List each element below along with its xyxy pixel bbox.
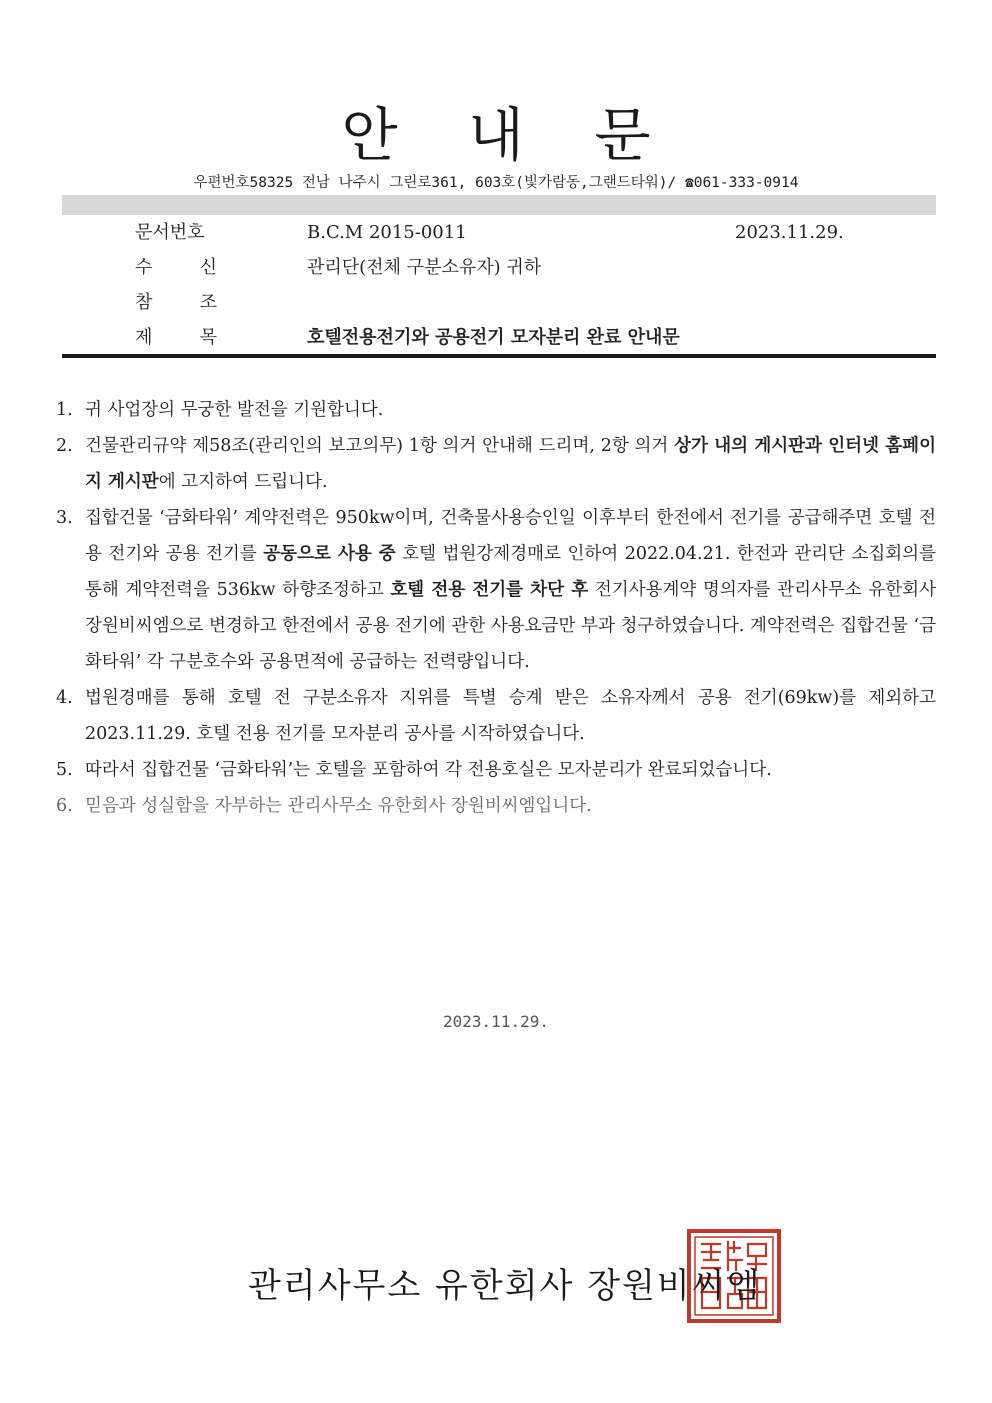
notice-item-number: 3. xyxy=(56,508,73,528)
doc-date: 2023.11.29. xyxy=(735,222,844,243)
notice-body xyxy=(56,392,936,824)
item-text-segment: 믿음과 성실함을 자부하는 관리사무소 유한회사 장원비씨엠입니다. xyxy=(85,796,592,816)
notice-item xyxy=(56,752,936,788)
doc-no-value: B.C.M 2015-0011 xyxy=(307,222,467,243)
signer-name: 관리사무소 유한회사 장원비씨엠 xyxy=(248,1266,762,1306)
notice-item-number: 4. xyxy=(56,688,73,708)
notice-item xyxy=(56,428,936,500)
emphasis-text: 호텔 전용 전기를 차단 후 xyxy=(390,580,589,600)
header-divider xyxy=(62,354,936,358)
notice-item xyxy=(56,788,936,824)
notice-item-text xyxy=(85,392,936,428)
notice-item-number: 1. xyxy=(56,400,73,420)
item-text-segment: 건물관리규약 제58조(관리인의 보고의무) 1항 의거 안내해 드리며, 2항 의거 xyxy=(85,436,675,456)
emphasis-text: 상가 내의 게시판과 인터넷 홈페이지 게시판 xyxy=(85,436,936,492)
emphasis-text: 공동으로 사용 중 xyxy=(263,544,396,564)
item-text-segment: 호텔 법원강제경매로 인하여 2022.04.21. 한전과 관리단 소집회의를 통해 계약전력을 536kw 하향조정하고 xyxy=(85,544,936,600)
subject-value: 호텔전용전기와 공용전기 모자분리 완료 안내문 xyxy=(307,327,680,348)
notice-item-text xyxy=(85,428,936,500)
notice-item-text xyxy=(85,680,936,752)
item-text-segment: 따라서 집합건물 ‘금화타워’는 호텔을 포함하여 각 전용호실은 모자분리가 완료되었습니다. xyxy=(85,760,772,780)
notice-item xyxy=(56,500,936,680)
notice-item-number: 2. xyxy=(56,436,73,456)
item-text-segment: 전기사용계약 명의자를 관리사무소 유한회사 장원비씨엠으로 변경하고 한전에서 공용 전기에 관한 사용요금만 부과 청구하였습니다. 계약전력은 집합건물 ‘금화타워’ 각 구분호수와 공용면적에 공급하는 전력량입니다. xyxy=(85,580,936,672)
item-text-segment: 법원경매를 통해 호텔 전 구분소유자 지위를 특별 승계 받은 소유자께서 공용 전기(69kw)를 제외하고 2023.11.29. 호텔 전용 전기를 모자분리 공사를 시작하였습니다. xyxy=(85,688,936,744)
notice-item-number: 5. xyxy=(56,760,73,780)
item-text-segment: 귀 사업장의 무궁한 발전을 기원합니다. xyxy=(85,400,384,420)
reference-label: 참 조 xyxy=(135,292,217,313)
footer-date: 2023.11.29. xyxy=(443,1012,549,1031)
document-title: 안 내 문 xyxy=(341,101,677,169)
recipient-value: 관리단(전체 구분소유자) 귀하 xyxy=(307,257,542,278)
sender-address: 우편번호58325 전남 나주시 그린로361, 603호(빛가람동,그랜드타워)/ ☎061-333-0914 xyxy=(193,175,799,191)
header-gray-bar xyxy=(62,195,936,215)
notice-item xyxy=(56,680,936,752)
notice-item-number: 6. xyxy=(56,796,73,816)
doc-no-label: 문서번호 xyxy=(135,222,205,243)
notice-item-text xyxy=(85,752,936,788)
notice-item-text xyxy=(85,500,936,680)
subject-label: 제 목 xyxy=(135,327,217,348)
item-text-segment: 집합건물 ‘금화타워’ 계약전력은 950kw이며, 건축물사용승인일 이후부터 한전에서 전기를 공급해주면 호텔 전용 전기와 공용 전기를 xyxy=(85,508,936,564)
recipient-label: 수 신 xyxy=(135,257,217,278)
notice-item-text xyxy=(85,788,936,824)
notice-item xyxy=(56,392,936,428)
item-text-segment: 에 고지하여 드립니다. xyxy=(158,472,328,492)
